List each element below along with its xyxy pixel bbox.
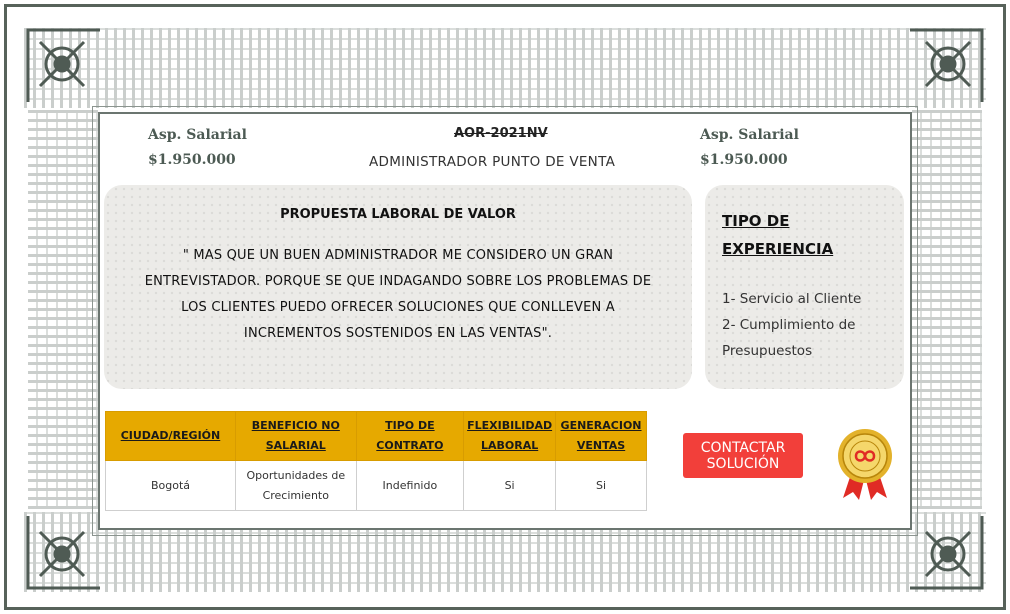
value-proposition-text: " MAS QUE UN BUEN ADMINISTRADOR ME CONSIDERO UN GRAN ENTREVISTADOR. PORQUE SE QUE INDAGANDO SOBRE LOS PROBLEMAS DE LOS CLIENTES PUEDO OFRECER SOLUCIONES QUE CONLLEVEN A INCREMENTOS SOSTENIDOS EN LAS VENTAS". — [144, 248, 652, 341]
ornamental-band-left — [28, 110, 98, 509]
ornament-corner-icon — [900, 506, 990, 596]
header-sales: GENERACION VENTAS — [556, 412, 647, 461]
header-contract: TIPO DE CONTRATO — [356, 412, 464, 461]
ornamental-band-right — [912, 110, 982, 509]
value-proposition-card — [104, 185, 692, 389]
cell-flexibility: Si — [464, 461, 556, 511]
cell-city: Bogotá — [106, 461, 236, 511]
ornament-corner-icon — [20, 22, 110, 112]
table-header-row — [106, 412, 647, 461]
job-code: AOR-2021NV — [454, 126, 548, 141]
salary-value: $1.950.000 — [700, 152, 788, 168]
job-details-table — [105, 411, 647, 511]
experience-item: 2- Cumplimiento de Presupuestos — [722, 317, 856, 359]
value-proposition-title: PROPUESTA LABORAL DE VALOR — [280, 207, 516, 222]
salary-value: $1.950.000 — [148, 152, 236, 168]
experience-item: 1- Servicio al Cliente — [722, 291, 862, 307]
ornamental-band-top — [24, 28, 986, 108]
salary-label: Asp. Salarial — [700, 127, 799, 143]
cell-contract: Indefinido — [356, 461, 464, 511]
salary-left — [148, 127, 247, 168]
ornament-corner-icon — [900, 22, 990, 112]
experience-title: TIPO DE EXPERIENCIA — [722, 212, 834, 258]
job-title: ADMINISTRADOR PUNTO DE VENTA — [369, 154, 616, 170]
experience-card — [705, 185, 904, 389]
cell-sales: Si — [556, 461, 647, 511]
header-city: CIUDAD/REGIÓN — [106, 412, 236, 461]
table-row — [106, 461, 647, 511]
header-flexibility: FLEXIBILIDAD LABORAL — [464, 412, 556, 461]
seal-badge-icon — [835, 428, 895, 502]
header-benefit: BENEFICIO NO SALARIAL — [235, 412, 356, 461]
salary-label: Asp. Salarial — [148, 127, 247, 143]
ornament-corner-icon — [20, 506, 110, 596]
salary-right — [700, 127, 799, 168]
contact-button[interactable]: CONTACTAR SOLUCIÓN — [683, 433, 803, 478]
cell-benefit: Oportunidades de Crecimiento — [235, 461, 356, 511]
experience-list — [722, 286, 892, 364]
